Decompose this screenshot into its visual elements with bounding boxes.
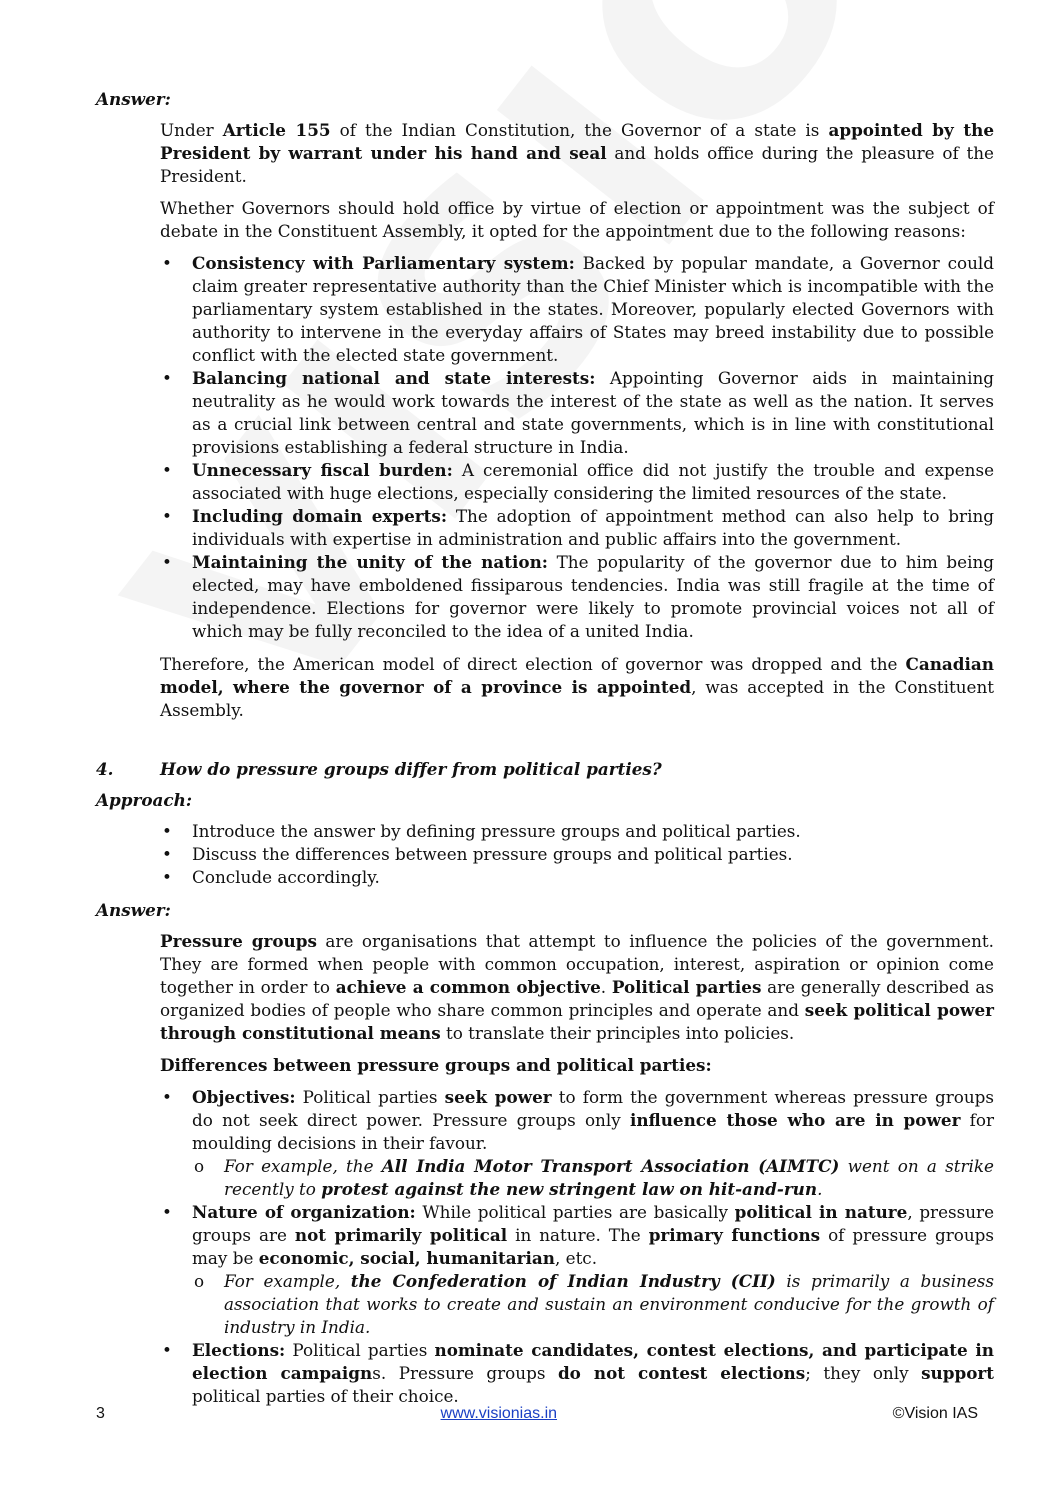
example-item: o For example, the Confederation of Indian Industry (CII) is primarily a business association that works to create and sustain an environment conducive for the growth of industry in India. <box>192 1270 994 1339</box>
answer-body <box>160 119 994 243</box>
answer-paragraph-debate: Whether Governors should hold office by virtue of election or appointment was the subject of debate in the Constituent Assembly, it opted for the appointment due to the following reasons: <box>160 198 994 241</box>
website-link[interactable]: www.visionias.in <box>440 1405 558 1422</box>
differences-list <box>160 1086 994 1408</box>
page-footer <box>96 1405 978 1423</box>
list-item <box>160 1086 994 1201</box>
list-item: • Including domain experts: The adoption of appointment method can also help to bring individuals with expertise in administration and public affairs into the government. <box>160 505 994 551</box>
list-item <box>160 1339 994 1408</box>
example-list <box>192 1155 994 1201</box>
example-list <box>192 1270 994 1339</box>
difference-text: Elections: Political parties nominate candidates, contest elections, and participate in election campaigns. Pressure groups do not contest elections; they only support political parties of their choice. <box>192 1340 994 1406</box>
differences-heading: Differences between pressure groups and political parties: <box>160 1055 712 1075</box>
answer-paragraph-article-155: Under Article 155 of the Indian Constitution, the Governor of a state is appointed by the President by warrant under his hand and seal and holds office during the pleasure of the President. <box>160 120 994 186</box>
list-item: • Discuss the differences between pressure groups and political parties. <box>160 843 994 866</box>
list-item: • Consistency with Parliamentary system: Backed by popular mandate, a Governor could claim greater representative authority than the Chief Minister which is incompatible with the parliamentary system established in the states. Moreover, popularly elected Governors with authority to intervene in the everyday affairs of States may breed instability due to possible conflict with the elected state government. <box>160 252 994 367</box>
list-item: • Unnecessary fiscal burden: A ceremonial office did not justify the trouble and expense associated with huge elections, especially considering the limited resources of the state. <box>160 459 994 505</box>
answer-heading: Answer: <box>96 900 171 920</box>
list-item: • Introduce the answer by defining pressure groups and political parties. <box>160 820 994 843</box>
answer-conclusion: Therefore, the American model of direct election of governor was dropped and the Canadian model, where the governor of a province is appointed, was accepted in the Constituent Assembly. <box>160 654 994 720</box>
list-item: • Balancing national and state interests: Appointing Governor aids in maintaining neutrality as he would work towards the interest of the state as well as the nation. It serves as a crucial link between central and state governments, which is in line with constitutional provisions establishing a federal structure in India. <box>160 367 994 459</box>
example-item: o For example, the All India Motor Transport Association (AIMTC) went on a strike recently to protest against the new stringent law on hit-and-run. <box>192 1155 994 1201</box>
reasons-list <box>160 252 994 643</box>
difference-text: Objectives: Political parties seek power to form the government whereas pressure groups do not seek direct power. Pressure groups only influence those who are in power for moulding decisions in their favour. <box>192 1087 994 1153</box>
answer-intro-paragraph: Pressure groups are organisations that attempt to influence the policies of the government. They are formed when people with common occupation, interest, aspiration or opinion come together in order to achieve a common objective. Political parties are generally described as organized bodies of people who share common principles and operate and seek political power through constitutional means to translate their principles into policies. <box>160 931 994 1043</box>
page-number: 3 <box>96 1405 105 1422</box>
question-number: 4. <box>96 759 114 779</box>
copyright: ©Vision IAS <box>892 1405 978 1422</box>
question-heading <box>96 758 994 781</box>
approach-list <box>160 820 994 889</box>
approach-heading: Approach: <box>96 790 193 810</box>
answer-heading: Answer: <box>96 89 171 109</box>
list-item: • Maintaining the unity of the nation: The popularity of the governor due to him being elected, may have emboldened fissiparous tendencies. India was still fragile at the time of independence. Elections for governor were likely to promote provincial voices not all of which may be fully reconciled to the idea of a united India. <box>160 551 994 643</box>
list-item <box>160 1201 994 1339</box>
list-item: • Conclude accordingly. <box>160 866 994 889</box>
page-content <box>96 88 994 1418</box>
difference-text: Nature of organization: While political parties are basically political in nature, pressure groups are not primarily political in nature. The primary functions of pressure groups may be economic, social, humanitarian, etc. <box>192 1202 994 1268</box>
question-text: How do pressure groups differ from political parties? <box>160 759 662 779</box>
